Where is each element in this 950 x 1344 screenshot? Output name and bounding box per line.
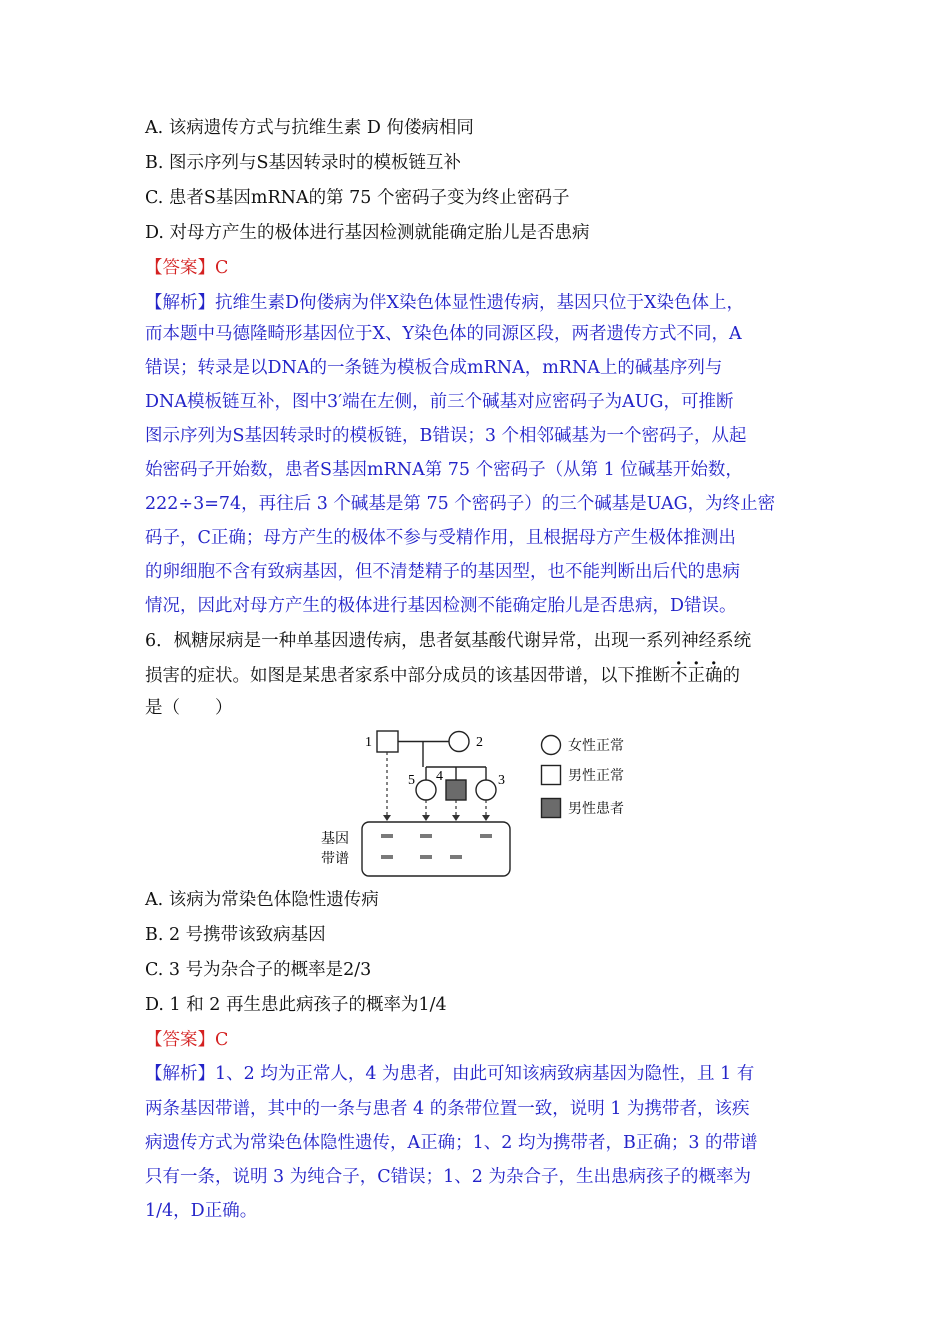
q5-solution-line: 图示序列为S基因转录时的模板链，B错误；3 个相邻碱基为一个密码子，从起 <box>145 426 747 446</box>
band-label: 带谱 <box>321 851 349 867</box>
q6-stem-line: 是（ ） <box>145 698 233 718</box>
q6-solution-line <box>145 1062 810 1086</box>
arrowhead-icon <box>452 815 460 821</box>
solution-text: 抗维生素D佝偻病为伴X染色体显性遗传病，基因只位于X染色体上， <box>215 293 744 313</box>
gene-band <box>420 855 432 859</box>
pedigree-figure <box>315 722 535 882</box>
arrowhead-icon <box>482 815 490 821</box>
q5-option-d: D. 对母方产生的极体进行基因检测就能确定胎儿是否患病 <box>145 223 590 243</box>
q6-option-d: D. 1 和 2 再生患此病孩子的概率为1/4 <box>145 995 447 1015</box>
solution-tag: 【解析】 <box>145 293 215 313</box>
member-label-4: 4 <box>436 769 443 784</box>
q5-solution-line: 错误；转录是以DNA的一条链为模板合成mRNA，mRNA上的碱基序列与 <box>145 358 723 378</box>
q5-option-b: B. 图示序列与S基因转录时的模板链互补 <box>145 153 461 173</box>
band-label: 基因 <box>321 831 349 847</box>
female-normal-icon <box>476 780 496 800</box>
gene-band <box>450 855 462 859</box>
legend-item <box>540 797 624 819</box>
answer-tag: 【答案】 <box>145 258 215 278</box>
stem-text: 的 <box>722 666 740 686</box>
q5-solution-line: 码子，C正确；母方产生的极体不参与受精作用，且根据母方产生极体推测出 <box>145 528 736 548</box>
arrowhead-icon <box>383 815 391 821</box>
answer-value: C <box>215 258 229 278</box>
q5-option-c: C. 患者S基因mRNA的第 75 个密码子变为终止密码子 <box>145 188 570 208</box>
q6-solution-line: 1/4，D正确。 <box>145 1201 258 1221</box>
female-normal-icon <box>540 734 562 756</box>
legend-label: 男性患者 <box>568 801 624 817</box>
solution-text: 1、2 均为正常人，4 为患者，由此可知该病致病基因为隐性，且 1 有 <box>215 1064 755 1084</box>
answer-tag: 【答案】 <box>145 1030 215 1050</box>
q6-answer <box>145 1028 810 1052</box>
q5-option-a: A. 该病遗传方式与抗维生素 D 佝偻病相同 <box>145 118 474 138</box>
member-label-3: 3 <box>498 773 505 788</box>
female-normal-icon <box>449 732 469 752</box>
q5-solution-line <box>145 291 810 315</box>
member-label-2: 2 <box>476 735 483 750</box>
q5-answer <box>145 256 810 280</box>
gene-band <box>420 834 432 838</box>
q5-solution-line: 而本题中马德隆畸形基因位于X、Y染色体的同源区段，两者遗传方式不同，A <box>145 324 742 344</box>
legend-item <box>540 764 624 786</box>
q5-solution-line: DNA模板链互补，图中3′端在左侧，前三个碱基对应密码子为AUG，可推断 <box>145 392 734 412</box>
arrowhead-icon <box>422 815 430 821</box>
legend-label: 男性正常 <box>568 768 624 784</box>
q5-solution-line: 222÷3=74，再往后 3 个碱基是第 75 个密码子）的三个碱基是UAG，为终止密 <box>145 494 776 514</box>
q5-solution-line: 始密码子开始数，患者S基因mRNA第 75 个密码子（从第 1 位碱基开始数， <box>145 460 743 480</box>
legend-label: 女性正常 <box>568 738 624 754</box>
q6-stem-line: 6．枫糖尿病是一种单基因遗传病，患者氨基酸代谢异常，出现一系列神经系统 <box>145 631 752 651</box>
emphasis-char: 不 <box>670 666 688 686</box>
gene-band <box>480 834 492 838</box>
member-label-1: 1 <box>365 735 372 750</box>
q6-option-a: A. 该病为常染色体隐性遗传病 <box>145 890 379 910</box>
answer-value: C <box>215 1030 229 1050</box>
q5-solution-line: 情况，因此对母方产生的极体进行基因检测不能确定胎儿是否患病，D错误。 <box>145 596 737 616</box>
gene-band <box>381 855 393 859</box>
male-affected-icon <box>540 797 562 819</box>
q6-stem-line <box>145 664 810 688</box>
stem-text: 损害的症状。如图是某患者家系中部分成员的该基因带谱，以下推断 <box>145 666 670 686</box>
band-box <box>362 822 510 876</box>
male-normal-icon <box>540 764 562 786</box>
q6-solution-line: 病遗传方式为常染色体隐性遗传，A正确；1、2 均为携带者，B正确；3 的带谱 <box>145 1133 758 1153</box>
q6-option-c: C. 3 号为杂合子的概率是2/3 <box>145 960 372 980</box>
male-normal-icon <box>377 731 398 752</box>
q5-solution-line: 的卵细胞不含有致病基因，但不清楚精子的基因型，也不能判断出后代的患病 <box>145 562 740 582</box>
male-affected-icon <box>446 780 466 800</box>
emphasis-char: 正 <box>687 666 705 686</box>
q6-solution-line: 两条基因带谱，其中的一条与患者 4 的条带位置一致，说明 1 为携带者，该疾 <box>145 1099 750 1119</box>
emphasis-char: 确 <box>705 666 723 686</box>
solution-tag: 【解析】 <box>145 1064 215 1084</box>
legend-item <box>540 734 624 756</box>
female-normal-icon <box>416 780 436 800</box>
q6-option-b: B. 2 号携带该致病基因 <box>145 925 326 945</box>
q6-solution-line: 只有一条，说明 3 为纯合子，C错误；1、2 为杂合子，生出患病孩子的概率为 <box>145 1167 751 1187</box>
gene-band <box>381 834 393 838</box>
member-label-5: 5 <box>408 773 415 788</box>
